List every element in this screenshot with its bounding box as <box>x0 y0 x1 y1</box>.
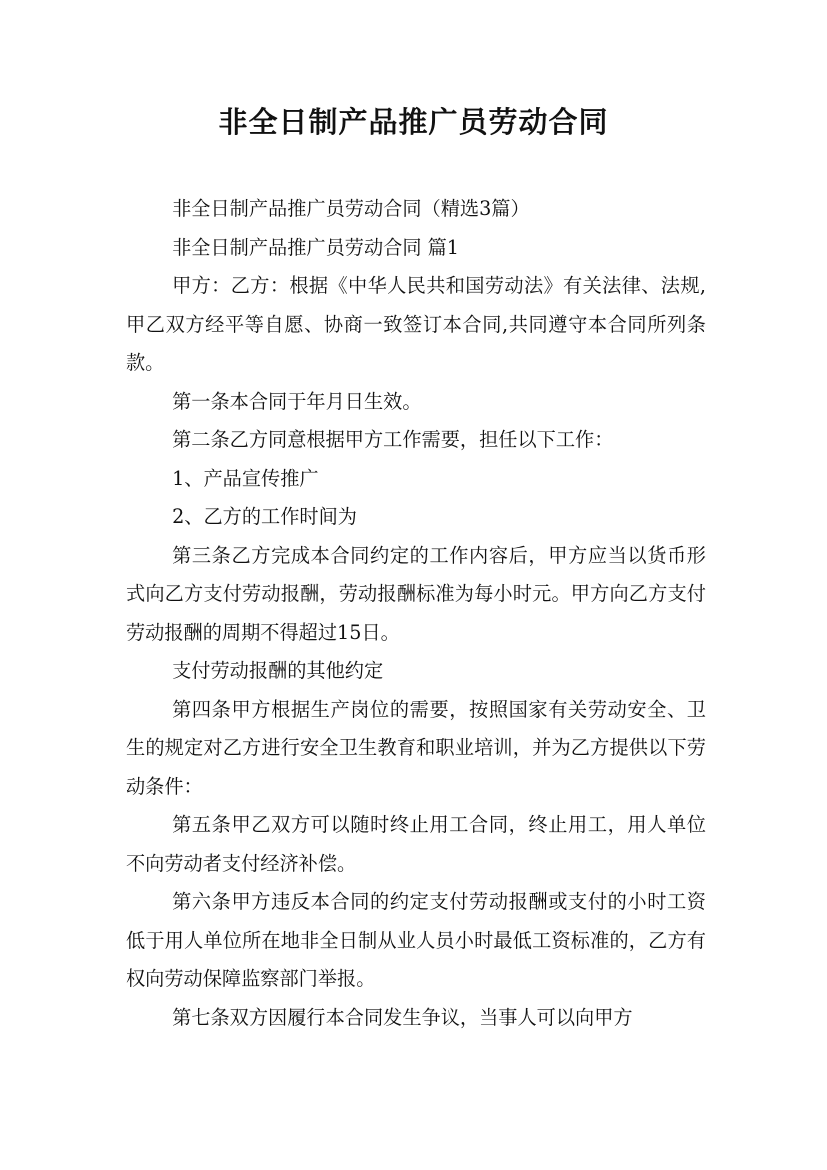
paragraph-article-6: 第六条甲方违反本合同的约定支付劳动报酬或支付的小时工资低于用人单位所在地非全日制从业人员小时最低工资标准的，乙方有权向劳动保障监察部门举报。 <box>126 890 706 990</box>
paragraph-heading-selection: 非全日制产品推广员劳动合同（精选3篇） <box>172 197 530 220</box>
document-body <box>126 190 706 1037</box>
paragraph-article-2: 第二条乙方同意根据甲方工作需要，担任以下工作： <box>172 428 614 451</box>
paragraph-article-2-item-1: 1、产品宣传推广 <box>172 466 319 490</box>
paragraph-article-2-item-2: 2、乙方的工作时间为 <box>172 505 357 528</box>
paragraph-preamble: 甲方：乙方：根据《中华人民共和国劳动法》有关法律、法规,甲乙双方经平等自愿、协商一致签订本合同,共同遵守本合同所列条款。 <box>126 274 706 374</box>
paragraph-heading-part-1: 非全日制产品推广员劳动合同 篇1 <box>172 235 460 259</box>
paragraph-article-1: 第一条本合同于年月日生效。 <box>172 389 422 413</box>
paragraph-other-payment-terms: 支付劳动报酬的其他约定 <box>172 659 384 682</box>
paragraph-article-7: 第七条双方因履行本合同发生争议，当事人可以向甲方 <box>172 1005 633 1029</box>
paragraph-article-5: 第五条甲乙双方可以随时终止用工合同，终止用工，用人单位不向劳动者支付经济补偿。 <box>126 813 706 875</box>
paragraph-article-4: 第四条甲方根据生产岗位的需要，按照国家有关劳动安全、卫生的规定对乙方进行安全卫生教育和职业培训，并为乙方提供以下劳动条件： <box>126 697 706 798</box>
document-title: 非全日制产品推广员劳动合同 <box>218 105 609 139</box>
paragraph-article-3: 第三条乙方完成本合同约定的工作内容后，甲方应当以货币形式向乙方支付劳动报酬，劳动报酬标准为每小时元。甲方向乙方支付劳动报酬的周期不得超过15日。 <box>126 543 706 644</box>
